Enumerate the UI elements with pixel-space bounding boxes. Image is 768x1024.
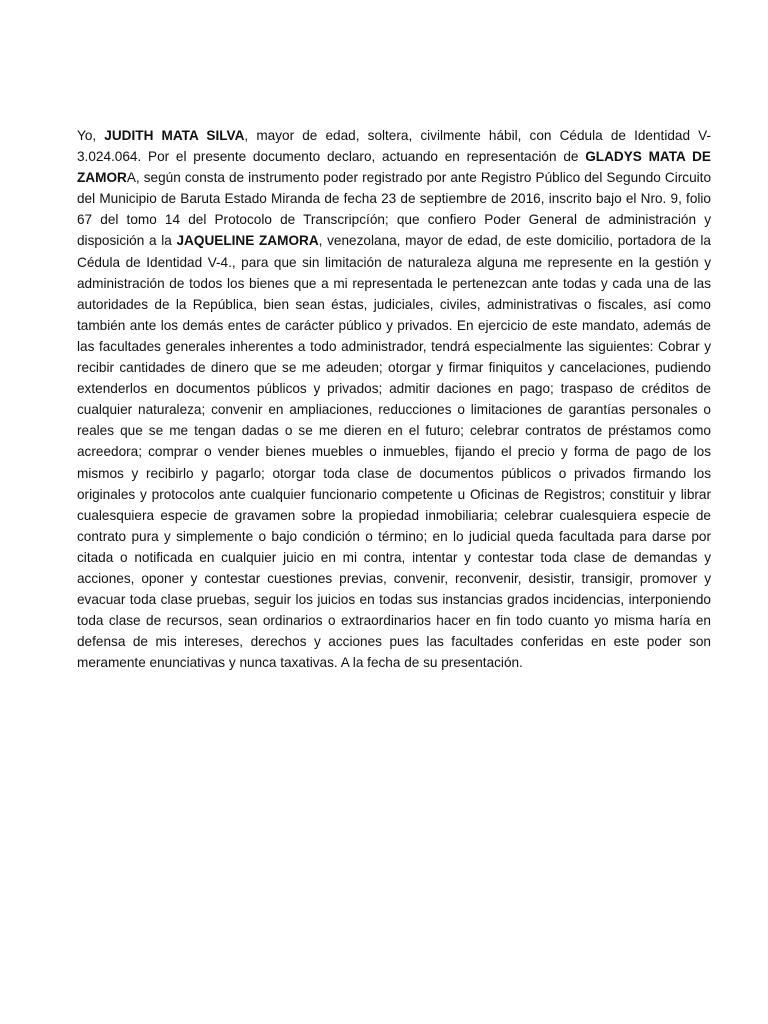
text-segment: , venezolana, mayor de edad, de este domicilio, portadora de la Cédula de Identidad V-4., para que sin limitación de naturaleza alguna me represente en la gestión y administración de todos los bienes que a mi representada le pertenezcan ante todas y cada una de las autoridades de la República, bien sean éstas, judiciales, civiles, administrativas o fiscales, así como también ante los demás entes de carácter público y privados. En ejercicio de este mandato, además de las facultades generales inherentes a todo administrador, tendrá especialmente las siguientes: Cobrar y recibir cantidades de dinero que se me adeuden; otorgar y firmar finiquitos y cancelaciones, pudiendo extenderlos en documentos públicos y privados; admitir daciones en pago; traspaso de créditos de cualquier naturaleza; convenir en ampliaciones, reducciones o limitaciones de garantías personales o reales que se me tengan dadas o se me dieren en el futuro; celebrar contratos de préstamos como acreedora; comprar o vender bienes muebles o inmuebles, fijando el precio y forma de pago de los mismos y recibirlo y pagarlo; otorgar toda clase de documentos públicos o privados firmando los originales y protocolos ante cualquier funcionario competente u Oficinas de Registros; constituir y librar cualesquiera especie de gravamen sobre la propiedad inmobiliaria; celebrar cualesquiera especie de contrato pura y simplemente o bajo condición o término; en lo judicial queda facultada para darse por citada o notificada en cualquier juicio en mi contra, intentar y contestar toda clase de demandas y acciones, oponer y contestar cuestiones previas, convenir, reconvenir, desistir, transigir, promover y evacuar toda clase pruebas, seguir los juicios en todas sus instancias grados incidencias, interponiendo toda clase de recursos, sean ordinarios o extraordinarios hacer en fin todo cuanto yo misma haría en defensa de mis intereses, derechos y acciones pues las facultades conferidas en este poder son meramente enunciativas y nunca taxativas. A la fecha de su presentación. xyxy=(77,233,711,671)
represented-party-name: GLADYS MATA DE ZAMOR xyxy=(77,149,711,186)
text-segment: Yo, xyxy=(77,128,105,143)
text-segment: A, según consta de instrumento poder registrado por ante Registro Público del Segundo Circuito del Municipio de Baruta Estado Miranda de fecha 23 de septiembre de 2016, inscrito bajo el Nro. 9, folio 67 del tomo 14 del Protocolo de Transcripcíón; que confiero Poder General de administración y disposición a la xyxy=(77,170,711,249)
document-body-paragraph xyxy=(77,125,711,673)
text-segment: , mayor de edad, soltera, civilmente hábil, con Cédula de Identidad V-3.024.064. Por el presente documento declaro, actuando en representación de xyxy=(77,128,711,165)
attorney-name: JAQUELINE ZAMORA xyxy=(176,233,319,249)
principal-name: JUDITH MATA SILVA xyxy=(104,128,245,143)
